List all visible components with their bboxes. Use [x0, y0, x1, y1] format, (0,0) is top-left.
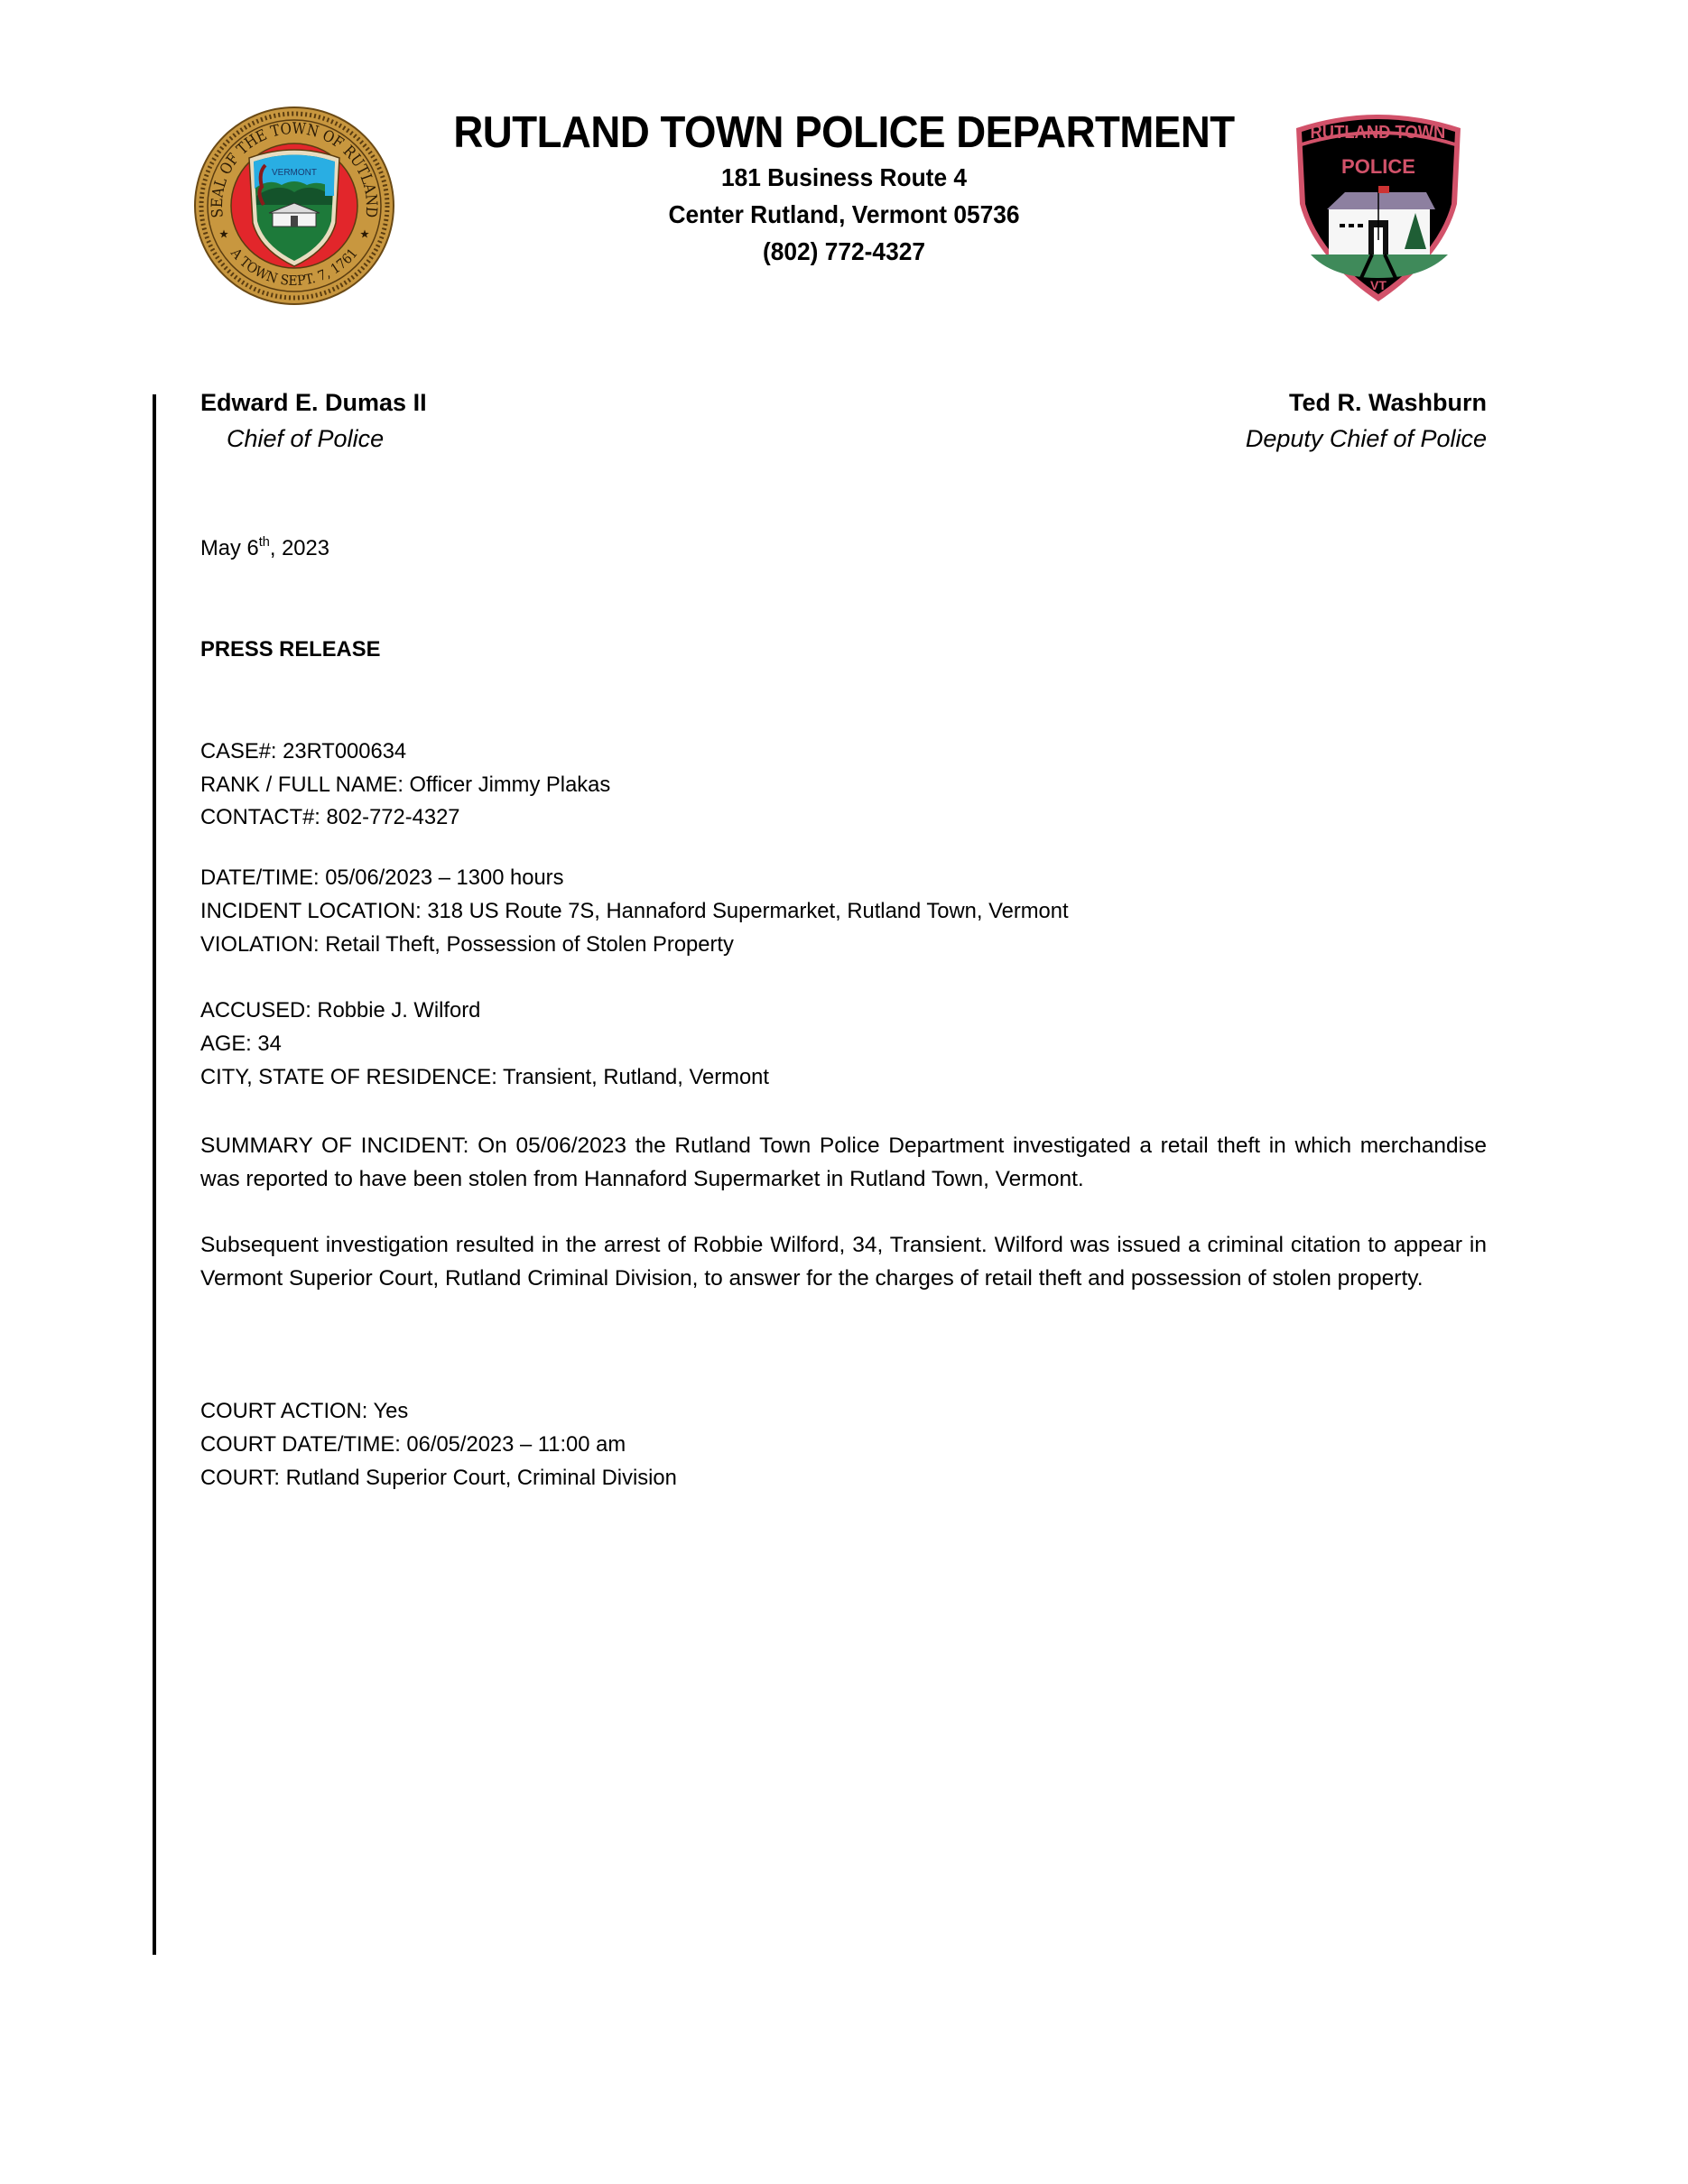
incident-location: INCIDENT LOCATION: 318 US Route 7S, Hannaford Supermarket, Rutland Town, Vermont: [200, 899, 1069, 923]
release-date-day: May 6: [200, 536, 259, 560]
incident-datetime: DATE/TIME: 05/06/2023 – 1300 hours: [200, 865, 564, 890]
department-title: RUTLAND TOWN POLICE DEPARTMENT: [453, 108, 1235, 157]
seal-bottom-text: A TOWN SEPT. 7, 1761: [227, 245, 362, 290]
court-datetime: COURT DATE/TIME: 06/05/2023 – 11:00 am: [200, 1432, 626, 1457]
court-name: COURT: Rutland Superior Court, Criminal Division: [200, 1466, 677, 1490]
officer-rank-name: RANK / FULL NAME: Officer Jimmy Plakas: [200, 773, 611, 797]
address-line-2: Center Rutland, Vermont 05736: [668, 200, 1020, 228]
violation: VIOLATION: Retail Theft, Possession of Stolen Property: [200, 932, 734, 957]
investigation-followup: Subsequent investigation resulted in the arrest of Robbie Wilford, 34, Transient. Wilford was issued a criminal citation to appear in Vermont Superior Court, Rutland Criminal Division, to answer for the charges of retail theft and possession of stolen property.: [200, 1233, 1487, 1291]
release-date-year: , 2023: [269, 536, 329, 560]
deputy-chief-title: Deputy Chief of Police: [1245, 425, 1487, 452]
release-date-ordinal: th: [258, 534, 270, 550]
police-patch-icon: [1289, 105, 1468, 303]
seal-vermont-text: VERMONT: [272, 168, 317, 178]
seal-top-text: SEAL OF THE TOWN OF RUTLAND: [208, 119, 381, 220]
chief-name: Edward E. Dumas II: [200, 389, 427, 416]
accused-age: AGE: 34: [200, 1032, 282, 1056]
accused-residence: CITY, STATE OF RESIDENCE: Transient, Rutland, Vermont: [200, 1065, 769, 1089]
chief-title: Chief of Police: [227, 425, 385, 452]
court-action: COURT ACTION: Yes: [200, 1399, 409, 1423]
patch-top-text: RUTLAND TOWN: [1310, 123, 1446, 143]
address-line-1: 181 Business Route 4: [720, 163, 968, 191]
case-number: CASE#: 23RT000634: [200, 739, 407, 763]
town-seal-icon: [193, 106, 395, 306]
release-date: [200, 532, 329, 566]
department-phone: (802) 772-4327: [762, 237, 925, 265]
deputy-chief-name: Ted R. Washburn: [1289, 389, 1487, 416]
accused-name: ACCUSED: Robbie J. Wilford: [200, 998, 481, 1023]
patch-bottom-text: VT: [1370, 278, 1387, 292]
incident-summary: SUMMARY OF INCIDENT: On 05/06/2023 the Rutland Town Police Department investigated a retail theft in which merchandise was reported to have been stolen from Hannaford Supermarket in Rutland Town, Vermont.: [200, 1134, 1487, 1191]
margin-rule: [153, 394, 156, 1955]
contact-number: CONTACT#: 802-772-4327: [200, 805, 460, 829]
patch-middle-text: POLICE: [1341, 155, 1415, 178]
press-release-heading: PRESS RELEASE: [200, 637, 381, 662]
